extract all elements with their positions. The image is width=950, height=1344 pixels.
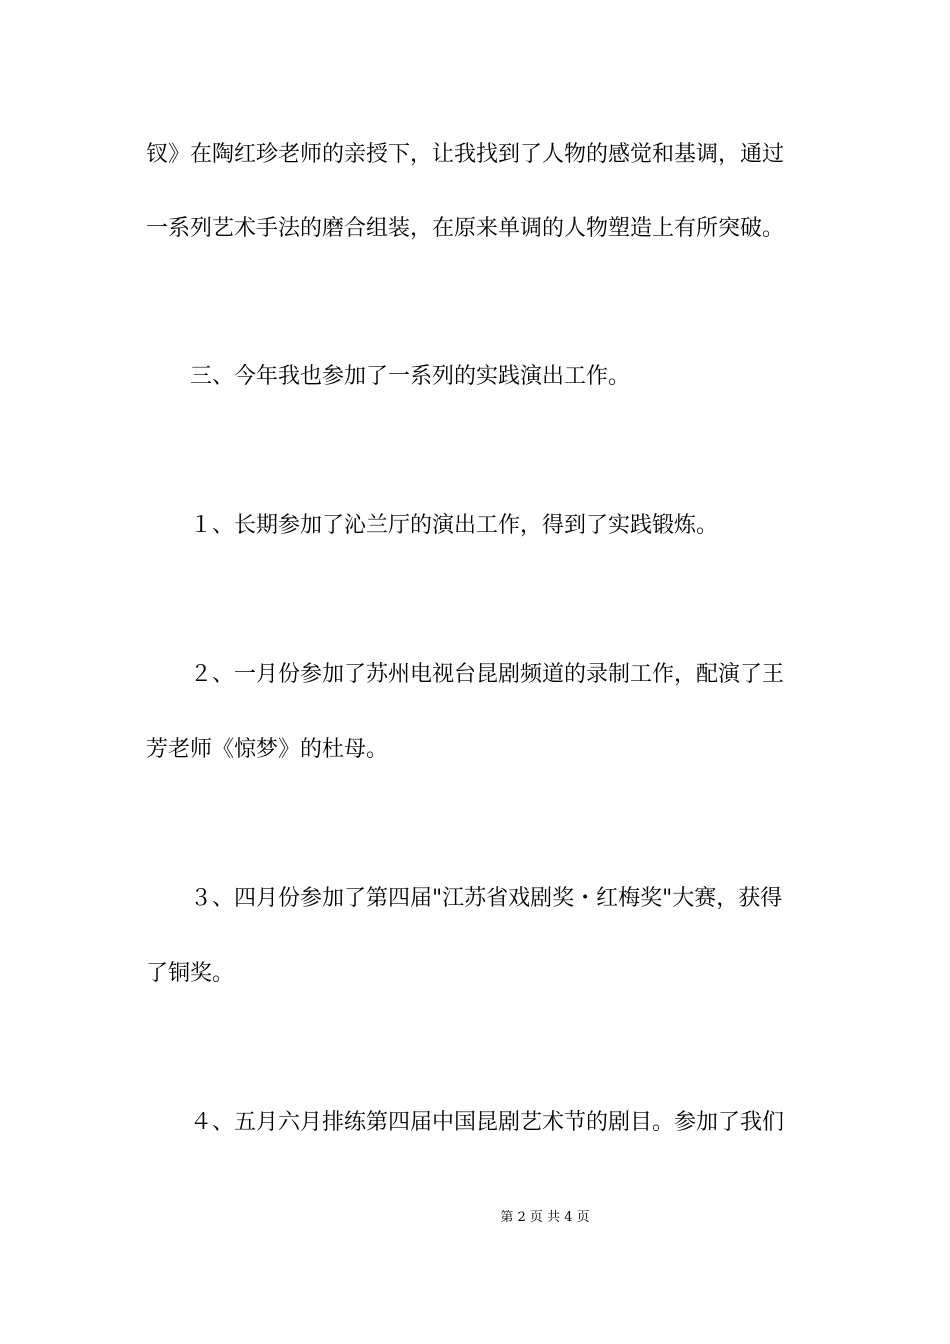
list-item-continuation: 芳老师《惊梦》的杜母。	[146, 737, 389, 762]
paragraph-line: 一系列艺术手法的磨合组装，在原来单调的人物塑造上有所突破。	[146, 216, 785, 241]
section-heading: 三、今年我也参加了一系列的实践演出工作。	[190, 364, 631, 389]
list-item: ３、四月份参加了第四届"江苏省戏剧奖・红梅奖"大赛，获得	[190, 886, 783, 911]
list-item: ４、五月六月排练第四届中国昆剧艺术节的剧目。参加了我们	[190, 1110, 785, 1135]
list-item-continuation: 了铜奖。	[146, 961, 235, 986]
list-item: １、长期参加了沁兰厅的演出工作，得到了实践锻炼。	[190, 513, 719, 538]
list-item: ２、一月份参加了苏州电视台昆剧频道的录制工作，配演了王	[190, 662, 785, 687]
page-number-footer: 第 2 页 共 4 页	[500, 1210, 590, 1225]
paragraph-line: 钗》在陶红珍老师的亲授下，让我找到了人物的感觉和基调，通过	[146, 142, 785, 167]
